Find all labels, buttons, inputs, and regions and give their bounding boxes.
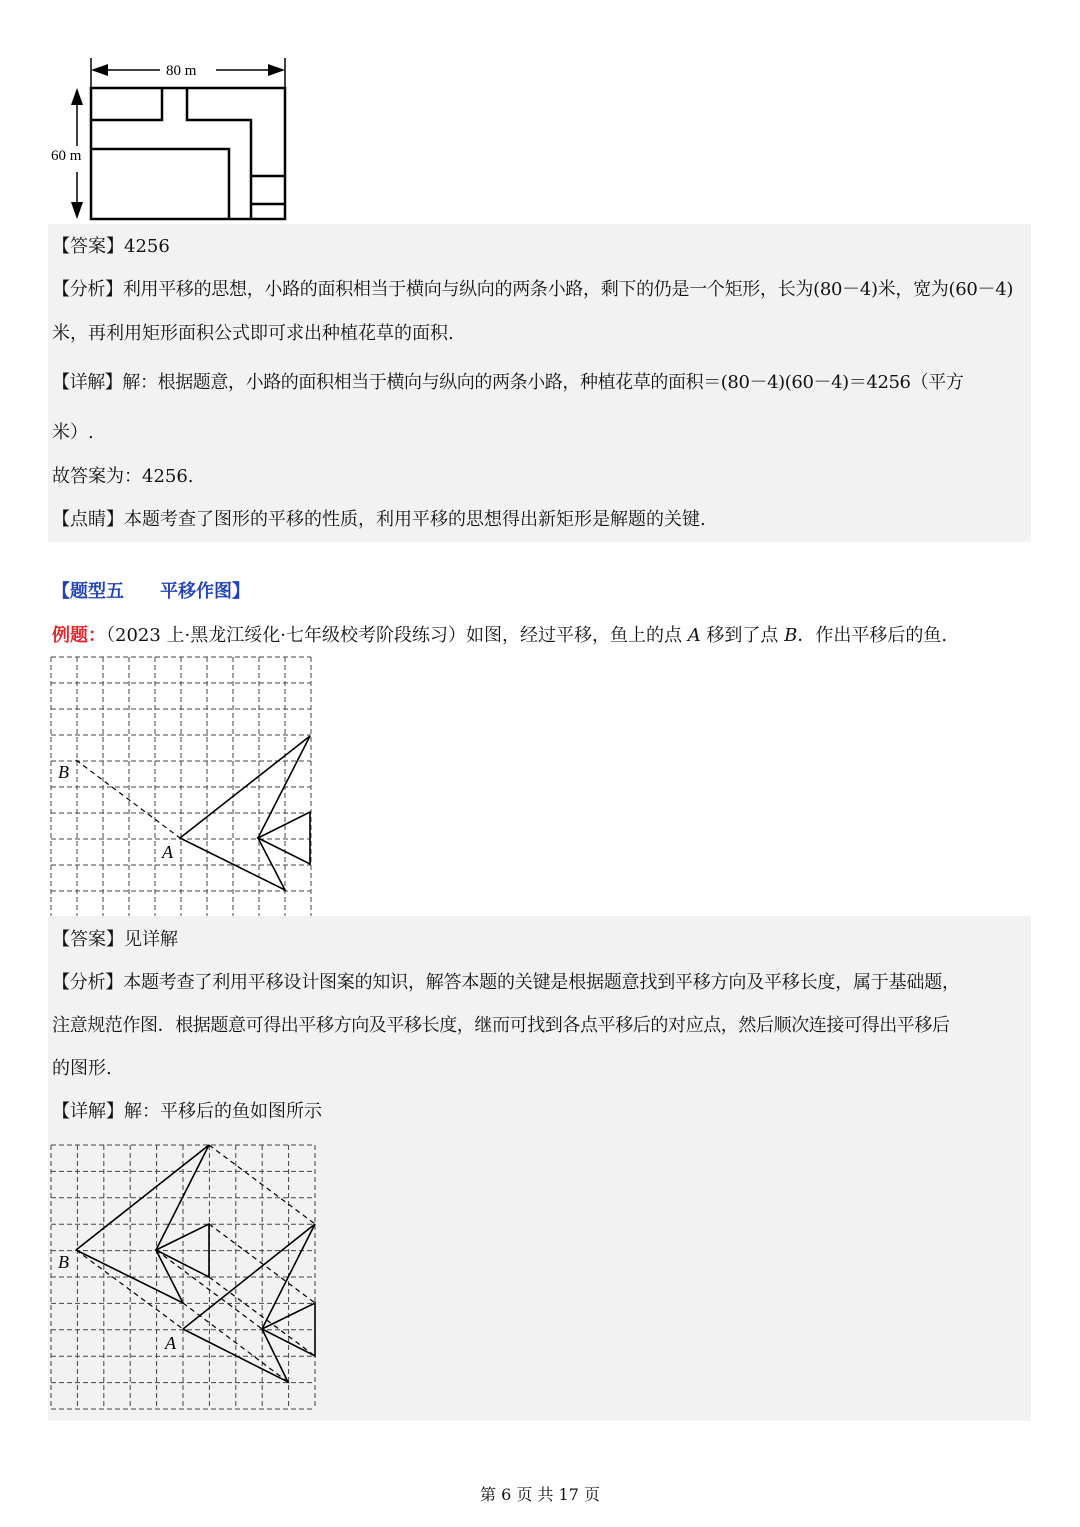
detail-line-1 — [52, 371, 963, 395]
analysis2-line-1 — [52, 971, 960, 995]
fish-grid-figure — [50, 656, 314, 918]
analysis-line-1 — [52, 278, 1013, 302]
comment-tag: 【点睛】 — [52, 509, 124, 530]
fig3-label-a: A — [165, 1333, 176, 1353]
detail-text-1: 解：根据题意，小路的面积相当于横向与纵向的两条小路，种植花草的面积＝(80－4)(60－4)＝4256（平方 — [122, 372, 964, 393]
example-text-middle: 移到了点 — [700, 625, 785, 646]
fig2-label-b: B — [58, 762, 69, 782]
example-point-a: A — [687, 625, 701, 646]
page-footer: 第 6 页 共 17 页 — [480, 1485, 600, 1504]
answer-line-1 — [52, 235, 170, 259]
analysis2-line-2: 注意规范作图．根据题意可得出平移方向及平移长度，继而可找到各点平移后的对应点，然后顺次连接可得出平移后 — [52, 1015, 950, 1036]
analysis2-tag: 【分析】 — [52, 972, 124, 993]
detail2-text: 解：平移后的鱼如图所示 — [124, 1101, 322, 1122]
analysis2-text-1: 本题考查了利用平移设计图案的知识，解答本题的关键是根据题意找到平移方向及平移长度，属于基础题， — [123, 972, 960, 993]
field-figure — [40, 48, 300, 228]
analysis-tag: 【分析】 — [52, 279, 123, 300]
fig3-label-b: B — [58, 1252, 69, 1272]
detail-tag: 【详解】 — [52, 372, 123, 393]
answer2-line — [52, 928, 178, 952]
example-text-after: ．作出平移后的鱼. — [797, 625, 948, 646]
answer-value: 4256 — [124, 236, 170, 257]
solution-grid-figure — [50, 1144, 316, 1410]
answer-tag: 【答案】 — [52, 236, 124, 257]
answer2-text: 见详解 — [124, 929, 178, 950]
width-label: 80 m — [166, 63, 197, 79]
comment-text: 本题考查了图形的平移的性质，利用平移的思想得出新矩形是解题的关键. — [124, 509, 706, 530]
answer2-tag: 【答案】 — [52, 929, 124, 950]
section-title: 【题型五 平移作图】 — [52, 581, 250, 602]
detail-line-2: 米）. — [52, 422, 94, 443]
example-text-before: （2023 上·黑龙江绥化·七年级校考阶段练习）如图，经过平移，鱼上的点 — [106, 625, 688, 646]
final-answer-line: 故答案为：4256. — [52, 466, 194, 487]
detail2-line — [52, 1100, 322, 1124]
analysis2-line-3: 的图形. — [52, 1058, 112, 1079]
fig2-label-a: A — [162, 842, 173, 862]
analysis-line-2: 米，再利用矩形面积公式即可求出种植花草的面积. — [52, 323, 454, 344]
comment-line — [52, 508, 706, 532]
analysis-text-1: 利用平移的思想，小路的面积相当于横向与纵向的两条小路，剩下的仍是一个矩形，长为(80－4)米，宽为(60－4) — [122, 279, 1014, 300]
detail2-tag: 【详解】 — [52, 1101, 124, 1122]
example-question — [52, 624, 947, 648]
height-label: 60 m — [51, 148, 82, 164]
example-tag: 例题： — [52, 625, 106, 646]
example-point-b: B — [784, 625, 798, 646]
